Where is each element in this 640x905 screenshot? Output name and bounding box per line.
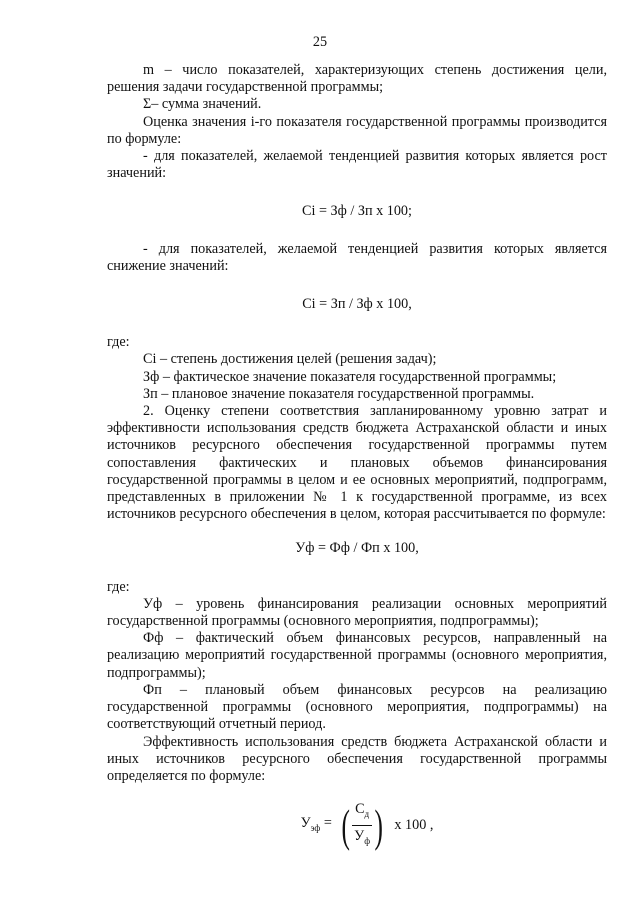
formula-growth: Сi = Зф / Зп х 100; bbox=[302, 203, 412, 220]
formula-fraction bbox=[351, 801, 373, 850]
right-paren: ) bbox=[374, 799, 383, 851]
m-definition: m – число показателей, характеризующих степень достижения цели, решения задачи государственной программы; bbox=[107, 62, 607, 96]
document-body bbox=[107, 62, 607, 851]
ci-definition: Сi – степень достижения целей (решения задач); bbox=[143, 351, 437, 368]
growth-indicators-text: - для показателей, желаемой тенденцией развития которых является рост значений: bbox=[107, 148, 607, 182]
formula-efficiency bbox=[107, 801, 607, 850]
page-number: 25 bbox=[312, 34, 328, 50]
formula-efficiency-lhs: $У_{эф}$ = bbox=[300, 814, 332, 833]
sigma-definition: Σ– сумма значений. bbox=[143, 96, 262, 113]
uf-definition: Уф – уровень финансирования реализации основных мероприятий государственной программы (основного мероприятия, подпрограммы); bbox=[107, 595, 607, 630]
ff-definition: Фф – фактический объем финансовых ресурсов, направленный на реализацию мероприятий государственной программы (основного мероприятия, подпрограммы); bbox=[107, 630, 607, 681]
item-2-paragraph: 2. Оценку степени соответствия запланированному уровню затрат и эффективности использования средств бюджета Астраханской области и иных источников ресурсного обеспечения государственной программы путем сопоставления фактических и плановых объемов финансирования государственной программы в целом и ее основных мероприятий, подпрограмм, представленных в приложении № 1 к государственной программе, из всех источников ресурсного обеспечения в целом, которая рассчитывается по формуле: bbox=[107, 403, 607, 523]
where-label-2: где: bbox=[107, 578, 130, 595]
zp-definition: Зп – плановое значение показателя государственной программы. bbox=[143, 385, 535, 402]
left-paren: ( bbox=[341, 799, 350, 851]
fp-definition: Фп – плановый объем финансовых ресурсов на реализацию государственной программы (основного мероприятия, подпрограммы) на соответствующий отчетный период. bbox=[107, 681, 607, 733]
where-label: где: bbox=[107, 334, 130, 351]
efficiency-paragraph: Эффективность использования средств бюджета Астраханской области и иных источников ресурсного обеспечения государственной программы определяется по формуле: bbox=[107, 733, 607, 784]
fraction-numerator: $С_д$ bbox=[352, 801, 372, 826]
fraction-denominator: $У_ф$ bbox=[354, 828, 371, 847]
zf-definition: Зф – фактическое значение показателя государственной программы; bbox=[143, 368, 557, 385]
formula-funding-level: Уф = Фф / Фп х 100, bbox=[295, 540, 419, 557]
formula-efficiency-tail: х 100 , bbox=[394, 817, 434, 834]
formula-decline: Сi = Зп / Зф х 100, bbox=[302, 296, 412, 313]
decline-indicators-text: - для показателей, желаемой тенденцией развития которых является снижение значений: bbox=[107, 240, 607, 274]
evaluation-intro: Оценка значения i-го показателя государственной программы производится по формуле: bbox=[107, 113, 607, 147]
